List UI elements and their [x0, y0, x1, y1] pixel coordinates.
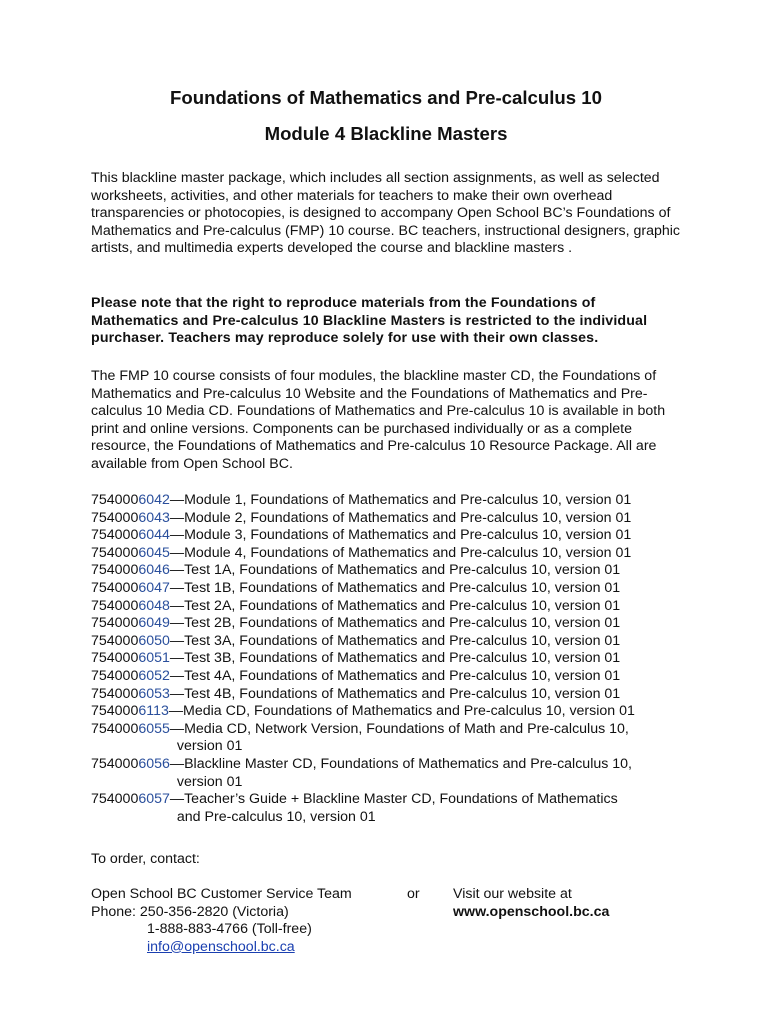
- product-description-line: —Module 3, Foundations of Mathematics and Pre-calculus 10, version 01: [169, 527, 632, 544]
- product-code-prefix: 754000: [91, 509, 139, 526]
- product-code-prefix: 754000: [91, 685, 139, 702]
- product-description: [170, 580, 691, 598]
- product-code: [91, 756, 170, 791]
- product-code-suffix: 6047: [138, 579, 170, 596]
- product-description-line: —Test 4A, Foundations of Mathematics and Pre-calculus 10, version 01: [169, 667, 621, 684]
- product-description-line: —Test 1B, Foundations of Mathematics and Pre-calculus 10, version 01: [169, 579, 621, 596]
- product-description-line: —Test 2A, Foundations of Mathematics and Pre-calculus 10, version 01: [169, 597, 621, 614]
- product-code-suffix: 6049: [138, 615, 170, 632]
- intro-paragraph: This blackline master package, which includes all section assignments, as well as selected worksheets, activities, and other materials for teachers to make their own overhead transparencies or photocopies, is designed to accompany Open School BC’s Foundations of Mathematics and Pre-calculus (FMP) 10 course. BC teachers, instructional designers, graphic artists, and multimedia experts developed the course and blackline masters .: [91, 170, 681, 257]
- product-code-suffix: 6056: [138, 755, 170, 772]
- product-code-suffix: 6051: [138, 650, 170, 667]
- product-description-continuation: and Pre-calculus 10, version 01: [176, 808, 376, 825]
- product-code-prefix: 754000: [91, 667, 139, 684]
- product-description-line: —Media CD, Network Version, Foundations of Math and Pre-calculus 10,: [169, 720, 629, 737]
- product-code-prefix: 754000: [91, 703, 139, 720]
- product-code: [91, 686, 170, 704]
- product-code: [91, 703, 169, 721]
- product-description-line: —Test 3B, Foundations of Mathematics and Pre-calculus 10, version 01: [169, 650, 621, 667]
- or-separator: or: [407, 886, 420, 902]
- product-row: [91, 580, 691, 598]
- product-code: [91, 562, 170, 580]
- product-code-prefix: 754000: [91, 597, 139, 614]
- product-description-line: —Module 4, Foundations of Mathematics and Pre-calculus 10, version 01: [169, 544, 632, 561]
- product-code-prefix: 754000: [91, 615, 139, 632]
- product-code-prefix: 754000: [91, 544, 139, 561]
- product-code-prefix: 754000: [91, 527, 139, 544]
- product-description-line: —Test 1A, Foundations of Mathematics and Pre-calculus 10, version 01: [169, 562, 621, 579]
- course-info-paragraph: The FMP 10 course consists of four modules, the blackline master CD, the Foundations of Mathematics and Pre-calculus 10 Website and the Foundations of Mathematics and Pre-calculus 10 Media CD. Foundations of Mathematics and Pre-calculus 10 is available in both print and online versions. Components can be purchased individually or as a complete resource, the Foundations of Mathematics and Pre-calculus 10 Resource Package. All are available from Open School BC.: [91, 368, 666, 472]
- product-description: [170, 756, 691, 791]
- product-description: [170, 668, 691, 686]
- product-description-line: —Media CD, Foundations of Mathematics and Pre-calculus 10, version 01: [168, 703, 635, 720]
- product-row: [91, 598, 691, 616]
- contact-left-column: [91, 886, 391, 956]
- product-description-line: —Test 4B, Foundations of Mathematics and Pre-calculus 10, version 01: [169, 685, 621, 702]
- product-code: [91, 650, 170, 668]
- product-row: [91, 756, 691, 791]
- product-description: [170, 527, 691, 545]
- product-description: [170, 633, 691, 651]
- product-description: [170, 562, 691, 580]
- product-description: [170, 492, 691, 510]
- notice-paragraph: Please note that the right to reproduce materials from the Foundations of Mathematics and Pre-calculus 10 Blackline Masters is restricted to the individual purchaser. Teachers may reproduce solely for use with their own classes.: [91, 295, 648, 347]
- visit-website-label: Visit our website at: [453, 886, 572, 902]
- product-row: [91, 791, 691, 826]
- order-label: To order, contact:: [91, 851, 200, 867]
- product-code-prefix: 754000: [91, 562, 139, 579]
- product-code-suffix: 6046: [138, 562, 170, 579]
- product-row: [91, 721, 691, 756]
- product-code-prefix: 754000: [91, 492, 139, 508]
- contact-right-column: [453, 886, 609, 921]
- product-row: [91, 562, 691, 580]
- product-code: [91, 510, 170, 528]
- product-code: [91, 492, 170, 510]
- product-code: [91, 721, 170, 756]
- document-title: Foundations of Mathematics and Pre-calculus 10: [170, 87, 602, 108]
- product-description-line: —Module 1, Foundations of Mathematics and Pre-calculus 10, version 01: [169, 492, 632, 508]
- product-row: [91, 615, 691, 633]
- product-code: [91, 545, 170, 563]
- product-code-suffix: 6053: [138, 685, 170, 702]
- product-description: [170, 791, 691, 826]
- product-code-suffix: 6043: [138, 509, 170, 526]
- product-code: [91, 527, 170, 545]
- product-description: [170, 721, 691, 756]
- product-code-prefix: 754000: [91, 755, 139, 772]
- product-row: [91, 527, 691, 545]
- product-description-line: —Module 2, Foundations of Mathematics and Pre-calculus 10, version 01: [169, 509, 632, 526]
- product-code: [91, 615, 170, 633]
- product-code: [91, 633, 170, 651]
- customer-service-team: Open School BC Customer Service Team: [91, 886, 352, 902]
- product-description-line: —Blackline Master CD, Foundations of Mathematics and Pre-calculus 10,: [169, 755, 632, 772]
- product-code-suffix: 6050: [138, 632, 170, 649]
- product-code-prefix: 754000: [91, 720, 139, 737]
- phone-toll-free: 1-888-883-4766 (Toll-free): [147, 921, 312, 938]
- product-description-continuation: version 01: [176, 773, 243, 790]
- product-description: [170, 650, 691, 668]
- product-code-prefix: 754000: [91, 650, 139, 667]
- product-description-line: —Test 3A, Foundations of Mathematics and Pre-calculus 10, version 01: [169, 632, 621, 649]
- product-row: [91, 510, 691, 528]
- product-row: [91, 703, 691, 721]
- product-row: [91, 686, 691, 704]
- product-code: [91, 791, 170, 826]
- product-description: [170, 598, 691, 616]
- product-code-suffix: 6052: [138, 667, 170, 684]
- product-row: [91, 545, 691, 563]
- product-description: [169, 703, 691, 721]
- product-code-suffix: 6042: [138, 492, 170, 508]
- product-description-line: —Test 2B, Foundations of Mathematics and Pre-calculus 10, version 01: [169, 615, 621, 632]
- product-code-suffix: 6055: [138, 720, 170, 737]
- website-address[interactable]: www.openschool.bc.ca: [453, 903, 610, 920]
- product-code-prefix: 754000: [91, 579, 139, 596]
- product-description: [170, 510, 691, 528]
- document-subtitle: Module 4 Blackline Masters: [264, 123, 508, 144]
- product-description: [170, 545, 691, 563]
- product-code-prefix: 754000: [91, 632, 139, 649]
- email-link[interactable]: info@openschool.bc.ca: [147, 938, 295, 955]
- phone-victoria: Phone: 250-356-2820 (Victoria): [91, 903, 289, 920]
- product-code: [91, 668, 170, 686]
- product-code-suffix: 6048: [138, 597, 170, 614]
- product-code-list: [91, 492, 691, 826]
- product-code-suffix: 6044: [138, 527, 170, 544]
- product-description-line: —Teacher’s Guide + Blackline Master CD, Foundations of Mathematics: [169, 791, 618, 808]
- product-description: [170, 686, 691, 704]
- product-description-continuation: version 01: [176, 738, 243, 755]
- product-row: [91, 650, 691, 668]
- product-code-suffix: 6057: [138, 791, 170, 808]
- product-row: [91, 492, 691, 510]
- product-row: [91, 668, 691, 686]
- product-code: [91, 580, 170, 598]
- product-code-prefix: 754000: [91, 791, 139, 808]
- product-code-suffix: 6113: [138, 703, 169, 720]
- product-code: [91, 598, 170, 616]
- product-code-suffix: 6045: [138, 544, 170, 561]
- product-row: [91, 633, 691, 651]
- product-description: [170, 615, 691, 633]
